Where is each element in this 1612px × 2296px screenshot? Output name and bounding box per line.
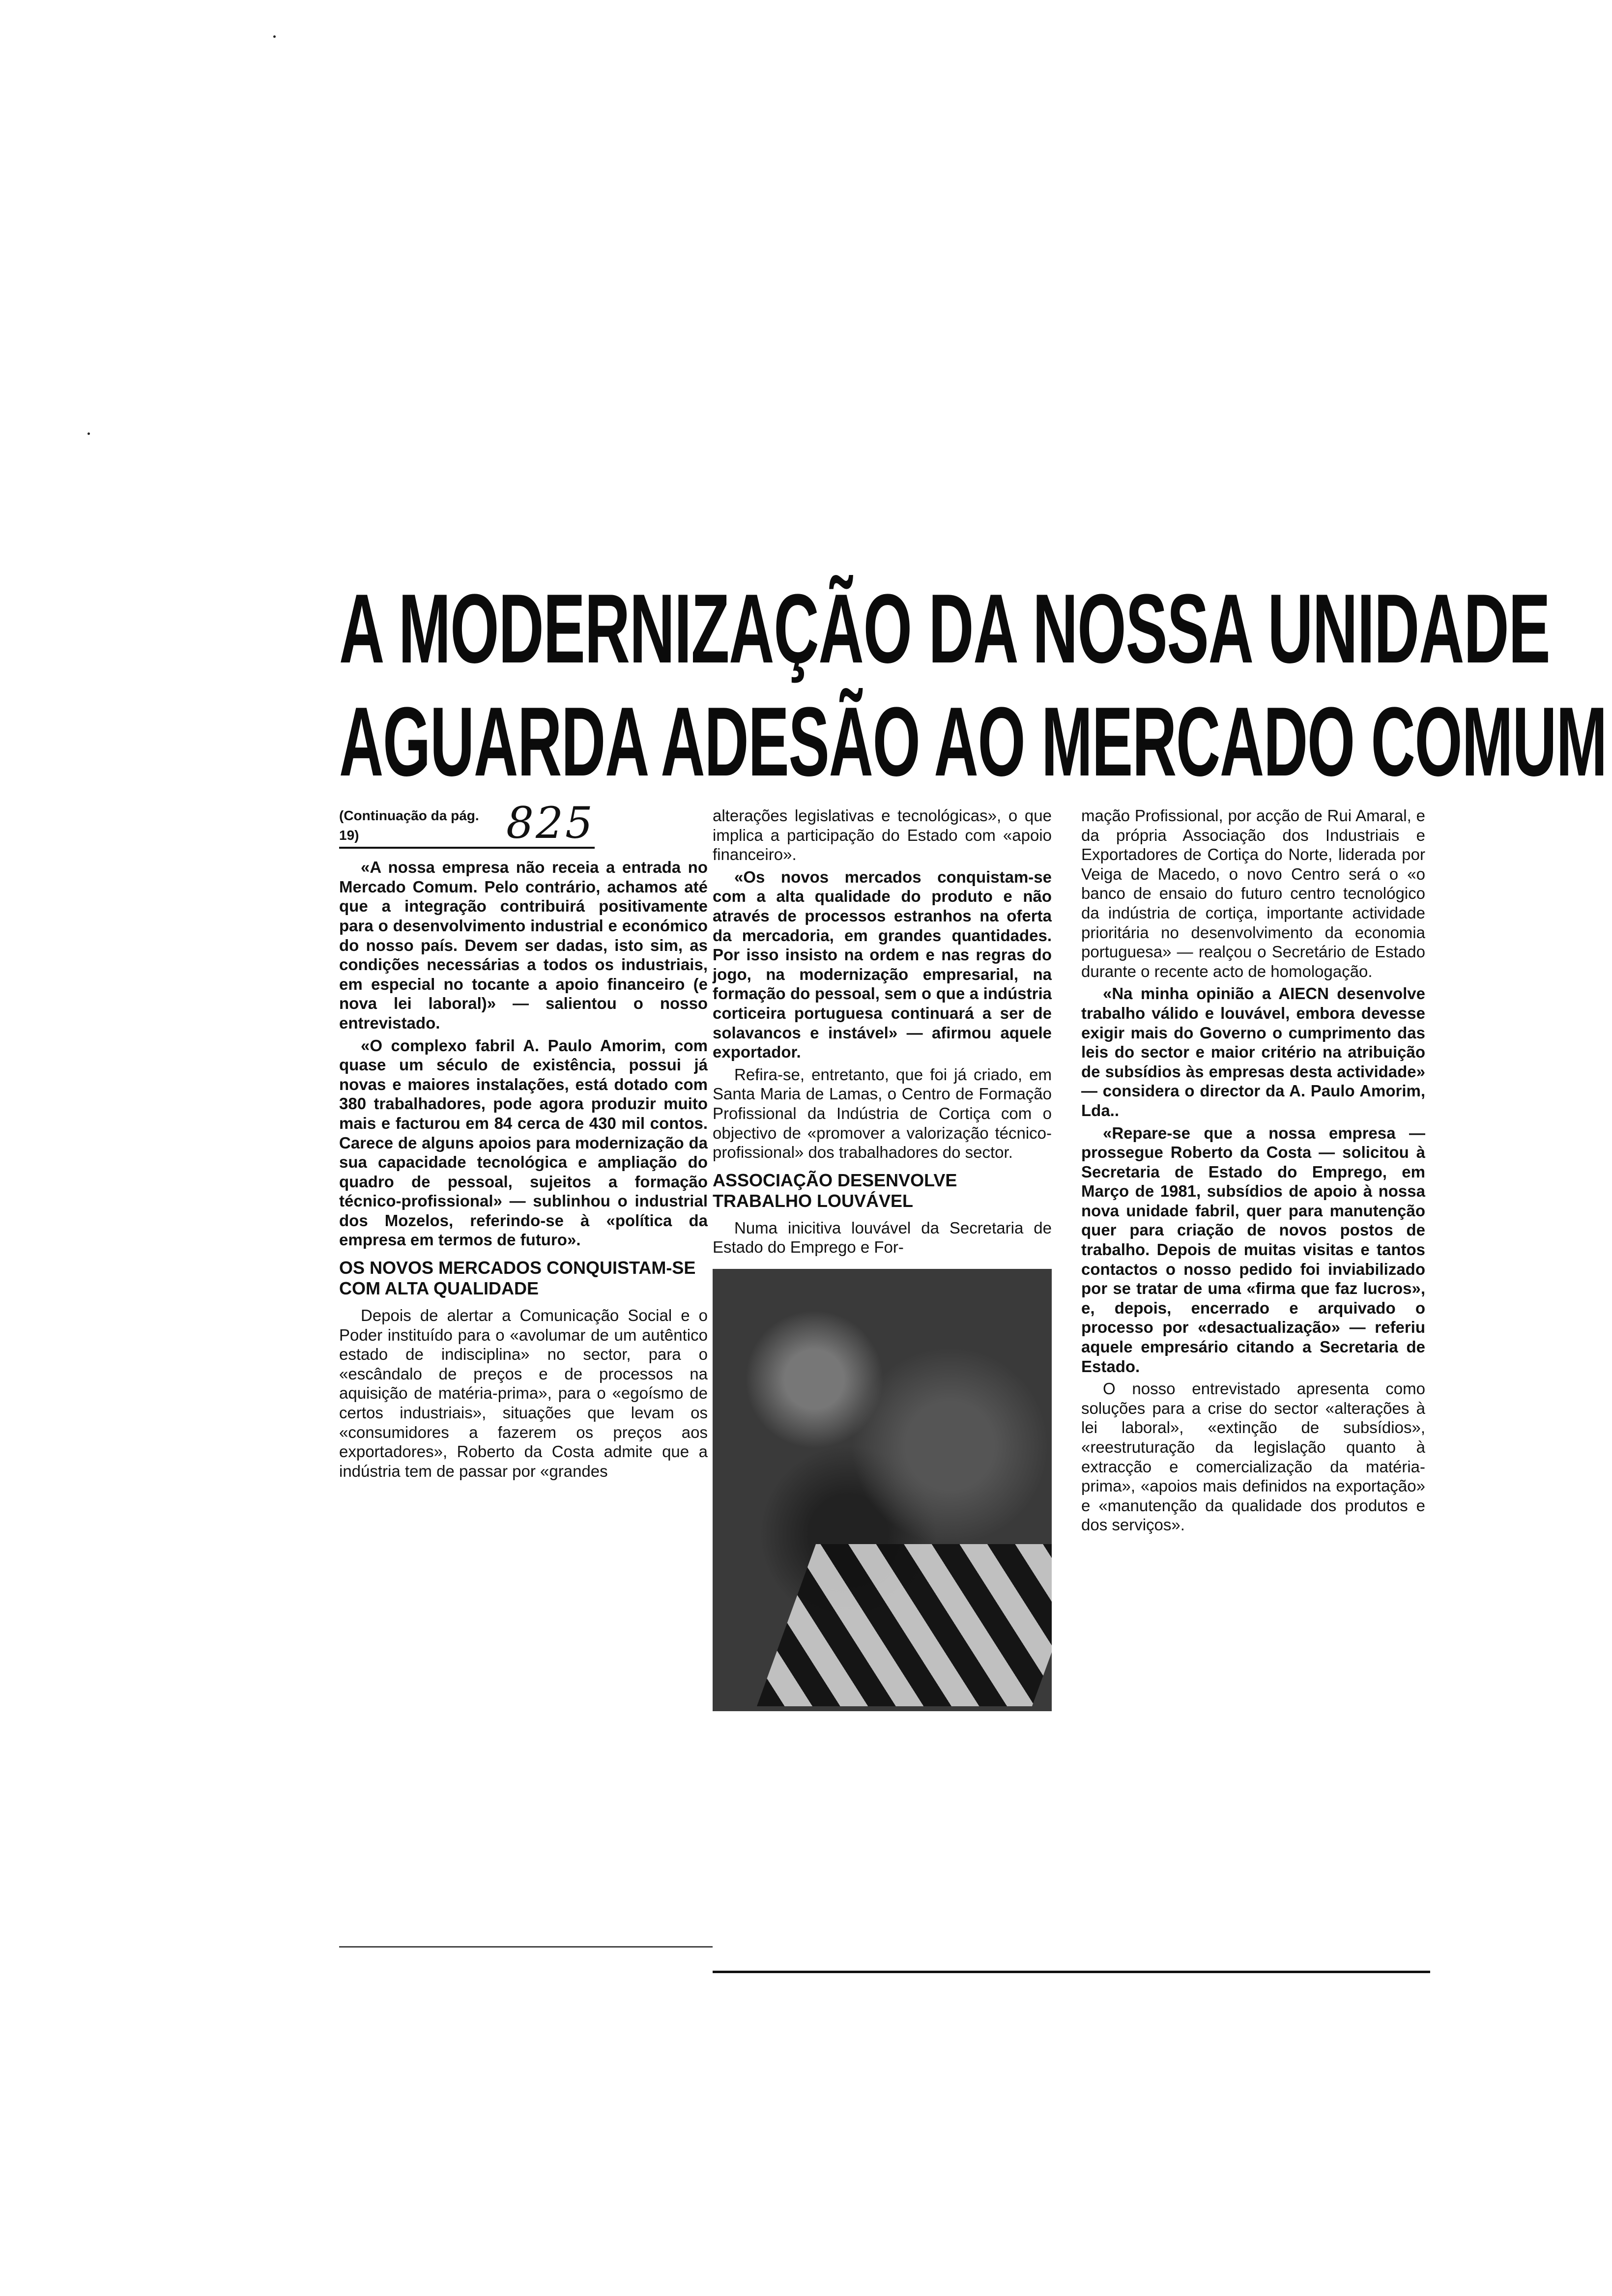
paragraph: «Repare-se que a nossa empresa — prossegue Roberto da Costa — solicitou à Secretaria de Estado do Emprego, em Março de 1981, subsídios de apoio à nossa nova unidade fabril, quer para manutenção quer para criação de novos postos de trabalho. Depois de muitas visitas e tantos contactos o nosso pedido foi inviabilizado por se tratar de uma «firma que faz lucros», e, depois, encerrado e arquivado o processo por «desactualização» — referiu aquele empresário citando a Secretaria de Estado. [1081, 1123, 1425, 1376]
paragraph: alterações legislativas e tecnológicas», o que implica a participação do Estado com «apoio financeiro». [713, 806, 1052, 864]
paragraph: «Na minha opinião a AIECN desenvolve trabalho válido e louvável, embora devesse exigir mais do Governo o cumprimento das leis do sector e maior critério na atribuição de subsídios às empresas desta actividade» — considera o director da A. Paulo Amorim, Lda.. [1081, 984, 1425, 1119]
handwritten-note: 825 [506, 798, 595, 849]
paragraph: Depois de alertar a Comunicação Social e o Poder instituído para o «avolumar de um autêntico estado de indisciplina» no sector, para o «escândalo de preços e de processos na aquisição de matéria-prima», para o «egoísmo de certos industriais», situações que levam os «consumidores a fazerem os preços aos exportadores», Roberto da Costa admite que a indústria tem de passar por «grandes [339, 1306, 708, 1480]
section-subhead: ASSOCIAÇÃO DESENVOLVE TRABALHO LOUVÁVEL [713, 1170, 957, 1211]
continuation-label: (Continuação da pág. 19) [339, 808, 479, 843]
headline-line-1: A MODERNIZAÇÃO DA NOSSA UNIDADE [339, 574, 1550, 684]
bottom-rule [713, 1971, 1430, 1973]
paragraph: O nosso entrevistado apresenta como soluções para a crise do sector «alterações à lei laboral», «extinção de subsídios», «reestruturação da legislação quanto à extracção e comercialização da matéria-prima», «apoios mais definidos na exportação» e «manutenção da qualidade dos produtos e dos serviços». [1081, 1379, 1425, 1534]
article-column-2 [713, 806, 1052, 1711]
paragraph: «Os novos mercados conquistam-se com a alta qualidade do produto e não através de processos estranhos na oferta da mercadoria, em grandes quantidades. Por isso insisto na ordem e nas regras do jogo, na modernização empresarial, na formação do pessoal, sem o que a indústria corticeira portuguesa continuará a ser de solavancos e instável» — afirmou aquele exportador. [713, 867, 1052, 1062]
paragraph: Refira-se, entretanto, que foi já criado, em Santa Maria de Lamas, o Centro de Formação Profissional da Indústria de Cortiça com o objectivo de «promover a valorização técnico-profissional» dos trabalhadores do sector. [713, 1065, 1052, 1162]
scan-speck [273, 35, 276, 38]
paragraph: «A nossa empresa não receia a entrada no Mercado Comum. Pelo contrário, achamos até que a integração contribuirá positivamente para o desenvolvimento industrial e económico do nosso país. Devem ser dadas, isto sim, as condições necessárias a todos os industriais, em especial no tocante a apoio financeiro (e nova lei laboral)» — salientou o nosso entrevistado. [339, 858, 708, 1032]
paragraph: Numa inicitiva louvável da Secretaria de Estado do Emprego e For- [713, 1218, 1052, 1257]
scan-speck [87, 432, 90, 435]
headline-line-2: AGUARDA ADESÃO AO MERCADO COMUM [339, 687, 1607, 797]
factory-photo [713, 1269, 1052, 1711]
paragraph: mação Profissional, por acção de Rui Amaral, e da própria Associação dos Industriais e Exportadores de Cortiça do Norte, liderada por Veiga de Macedo, o novo Centro será o «o banco de ensaio do futuro centro tecnológico da indústria de cortiça, importante actividade prioritária no desenvolvimento da economia portuguesa» — realçou o Secretário de Estado durante o recente acto de homologação. [1081, 806, 1425, 980]
section-subhead: OS NOVOS MERCADOS CONQUISTAM-SE COM ALTA QUALIDADE [339, 1258, 696, 1299]
continuation-line [339, 798, 595, 849]
article-column-1 [339, 798, 708, 1484]
article-column-3 [1081, 806, 1425, 1538]
bottom-rule-left [339, 1946, 713, 1948]
paragraph: «O complexo fabril A. Paulo Amorim, com quase um século de existência, possui já novas e maiores instalações, está dotado com 380 trabalhadores, pode agora produzir muito mais e facturou em 84 cerca de 430 mil contos. Carece de alguns apoios para modernização da sua capacidade tecnológica e ampliação do quadro de pessoal, sujeitos a formação técnico-profissional» — sublinhou o industrial dos Mozelos, referindo-se à «política da empresa em termos de futuro». [339, 1036, 708, 1249]
